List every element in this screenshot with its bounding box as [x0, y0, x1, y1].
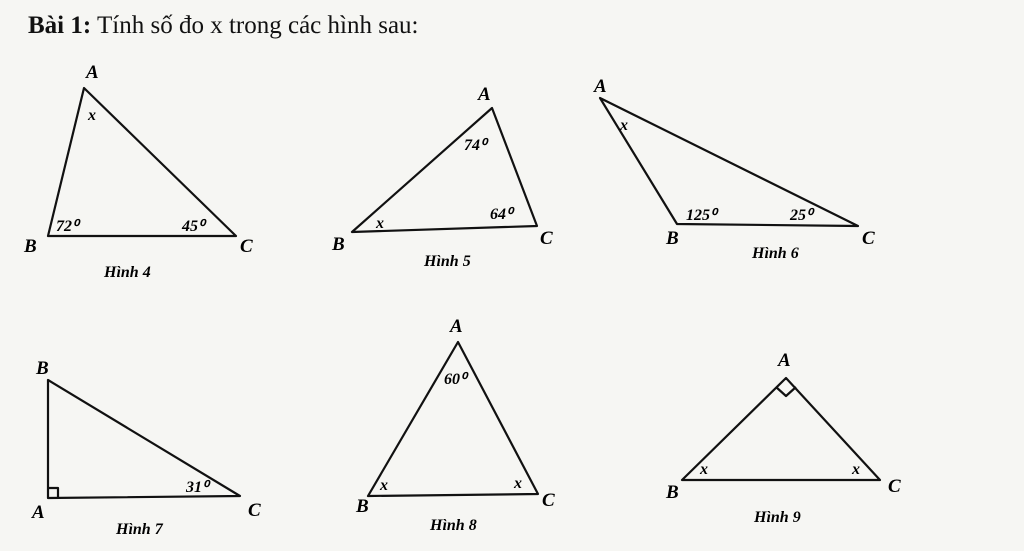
h5-label-c: C: [540, 228, 553, 249]
h8-angle-b: x: [380, 477, 388, 494]
h7-label-b: B: [36, 358, 49, 379]
h4-angle-c: 45⁰: [182, 218, 205, 235]
h9-caption: Hình 9: [754, 509, 801, 526]
h7-label-c: C: [248, 500, 261, 521]
exercise-prompt: Tính số đo x trong các hình sau:: [97, 12, 419, 39]
h6-angle-b: 125⁰: [686, 207, 717, 224]
h4-label-b: B: [24, 236, 37, 257]
triangle-hinh-9: [682, 378, 880, 480]
triangle-hinh-8: [368, 342, 538, 496]
h4-caption: Hình 4: [104, 264, 151, 281]
h5-angle-a: 74⁰: [464, 137, 487, 154]
h6-caption: Hình 6: [752, 245, 799, 262]
h9-label-b: B: [666, 482, 679, 503]
exercise-number: Bài 1:: [28, 12, 92, 39]
h9-label-a: A: [778, 350, 791, 371]
h6-label-a: A: [594, 76, 607, 97]
h9-angle-c: x: [852, 461, 860, 478]
h7-angle-c: 31⁰: [186, 479, 209, 496]
h8-angle-c: x: [514, 475, 522, 492]
h6-label-c: C: [862, 228, 875, 249]
h7-caption: Hình 7: [116, 521, 163, 538]
h8-angle-a: 60⁰: [444, 371, 467, 388]
h5-angle-c: 64⁰: [490, 206, 513, 223]
h9-angle-b: x: [700, 461, 708, 478]
h6-angle-c: 25⁰: [790, 207, 813, 224]
h4-angle-b: 72⁰: [56, 218, 79, 235]
h6-label-b: B: [666, 228, 679, 249]
h5-label-b: B: [332, 234, 345, 255]
h5-label-a: A: [478, 84, 491, 105]
h8-label-b: B: [356, 496, 369, 517]
h7-label-a: A: [32, 502, 45, 523]
h5-caption: Hình 5: [424, 253, 471, 270]
h8-label-c: C: [542, 490, 555, 511]
h4-angle-a: x: [88, 107, 96, 124]
h6-angle-a: x: [620, 117, 628, 134]
h8-caption: Hình 8: [430, 517, 477, 534]
right-angle-mark-hinh-7: [48, 488, 58, 498]
h4-label-c: C: [240, 236, 253, 257]
triangle-hinh-4: [48, 88, 236, 236]
triangle-hinh-7: [48, 380, 240, 498]
triangle-hinh-6: [600, 98, 858, 226]
h9-label-c: C: [888, 476, 901, 497]
h8-label-a: A: [450, 316, 463, 337]
right-angle-mark-hinh-9: [776, 387, 796, 396]
h4-label-a: A: [86, 62, 99, 83]
h5-angle-b: x: [376, 215, 384, 232]
